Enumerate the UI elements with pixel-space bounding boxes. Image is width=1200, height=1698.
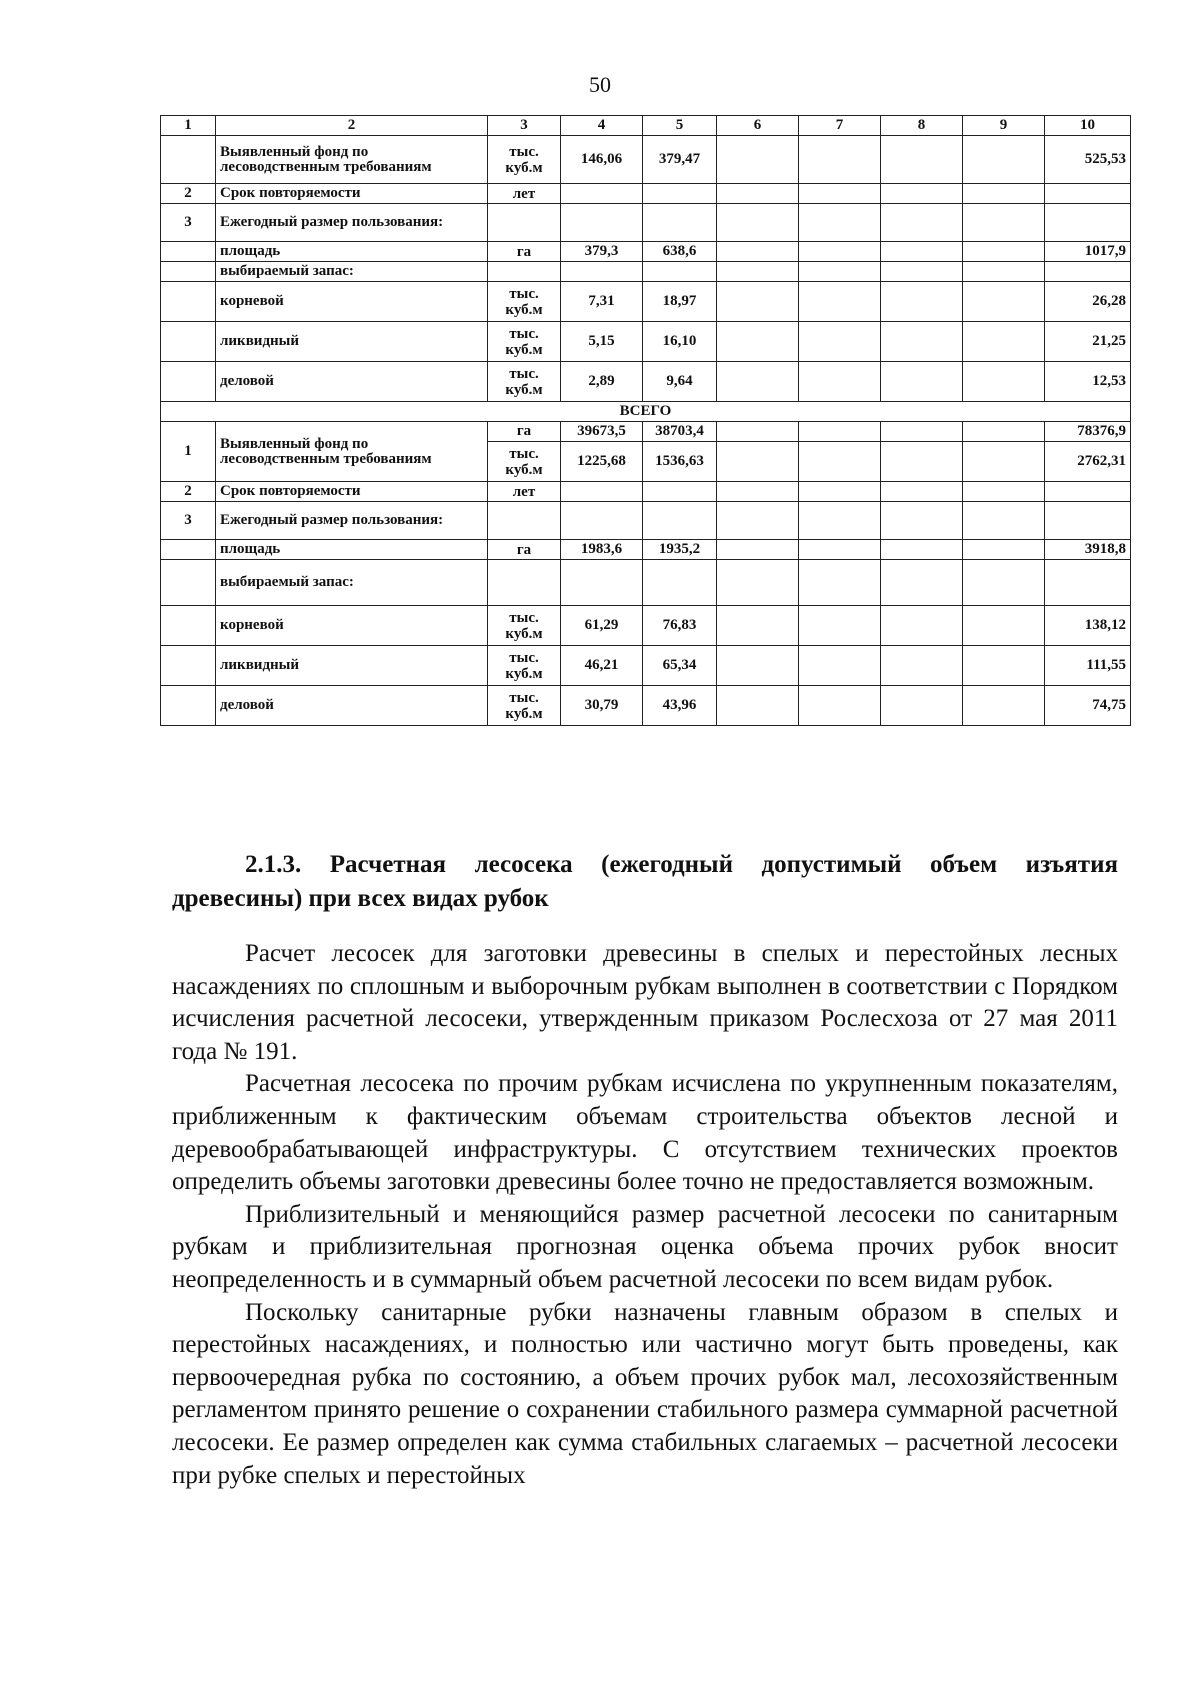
value-col4: 146,06 xyxy=(561,136,643,184)
value-col4: 2,89 xyxy=(561,362,643,402)
empty-cell xyxy=(963,262,1045,282)
value-col10: 12,53 xyxy=(1045,362,1131,402)
empty-cell xyxy=(963,442,1045,482)
value-col4: 30,79 xyxy=(561,686,643,726)
value-col10: 26,28 xyxy=(1045,282,1131,322)
value-col5: 65,34 xyxy=(643,646,717,686)
row-name: выбираемый запас: xyxy=(216,560,488,606)
row-number xyxy=(161,322,216,362)
empty-cell xyxy=(963,282,1045,322)
value-col5: 43,96 xyxy=(643,686,717,726)
table-row xyxy=(161,540,1131,560)
empty-cell xyxy=(881,422,963,442)
row-name: ликвидный xyxy=(216,322,488,362)
table-header-row xyxy=(161,116,1131,136)
empty-cell xyxy=(881,362,963,402)
value-col4: 7,31 xyxy=(561,282,643,322)
header-cell: 3 xyxy=(488,116,561,136)
empty-cell xyxy=(881,502,963,540)
page-number: 50 xyxy=(589,72,611,97)
empty-cell xyxy=(717,282,799,322)
value-col5: 76,83 xyxy=(643,606,717,646)
value-col5: 1935,2 xyxy=(643,540,717,560)
value-col4 xyxy=(561,482,643,502)
row-name: площадь xyxy=(216,242,488,262)
row-name: Срок повторяемости xyxy=(216,482,488,502)
header-cell: 1 xyxy=(161,116,216,136)
table-row xyxy=(161,242,1131,262)
value-col10 xyxy=(1045,560,1131,606)
table-row xyxy=(161,502,1131,540)
empty-cell xyxy=(799,322,881,362)
table-row xyxy=(161,184,1131,204)
value-col10: 2762,31 xyxy=(1045,442,1131,482)
value-col10: 21,25 xyxy=(1045,322,1131,362)
empty-cell xyxy=(963,540,1045,560)
empty-cell xyxy=(799,482,881,502)
value-col5 xyxy=(643,262,717,282)
empty-cell xyxy=(963,560,1045,606)
value-col4: 61,29 xyxy=(561,606,643,646)
row-unit: га xyxy=(488,422,561,442)
value-col4: 46,21 xyxy=(561,646,643,686)
row-name: ликвидный xyxy=(216,646,488,686)
row-unit xyxy=(488,502,561,540)
table-row xyxy=(161,322,1131,362)
table-row xyxy=(161,646,1131,686)
value-col4 xyxy=(561,502,643,540)
empty-cell xyxy=(717,136,799,184)
header-cell: 8 xyxy=(881,116,963,136)
empty-cell xyxy=(963,686,1045,726)
row-number xyxy=(161,560,216,606)
row-number: 3 xyxy=(161,502,216,540)
row-name: Выявленный фонд по лесоводственным требованиям xyxy=(216,136,488,184)
row-unit: га xyxy=(488,540,561,560)
empty-cell xyxy=(717,262,799,282)
row-number xyxy=(161,282,216,322)
value-col5 xyxy=(643,502,717,540)
table-row xyxy=(161,204,1131,242)
empty-cell xyxy=(881,322,963,362)
row-name: выбираемый запас: xyxy=(216,262,488,282)
table-row xyxy=(161,136,1131,184)
empty-cell xyxy=(881,136,963,184)
empty-cell xyxy=(963,362,1045,402)
row-number xyxy=(161,686,216,726)
table-row xyxy=(161,422,1131,442)
empty-cell xyxy=(799,136,881,184)
empty-cell xyxy=(881,262,963,282)
empty-cell xyxy=(963,606,1045,646)
empty-cell xyxy=(717,482,799,502)
row-unit: тыс. куб.м xyxy=(488,646,561,686)
header-cell: 2 xyxy=(216,116,488,136)
paragraph: Расчет лесосек для заготовки древесины в спелых и перестойных лесных насаждениях по сплошным и выборочным рубкам выполнен в соответствии с Порядком исчисления расчетной лесосеки, утвержденным приказом Рослесхоза от 27 мая 2011 года № 191. xyxy=(172,940,1118,1065)
empty-cell xyxy=(717,442,799,482)
empty-cell xyxy=(963,482,1045,502)
empty-cell xyxy=(717,184,799,204)
row-unit xyxy=(488,262,561,282)
empty-cell xyxy=(799,540,881,560)
header-cell: 10 xyxy=(1045,116,1131,136)
value-col4: 1225,68 xyxy=(561,442,643,482)
row-unit: лет xyxy=(488,184,561,204)
empty-cell xyxy=(799,262,881,282)
empty-cell xyxy=(799,184,881,204)
row-name: площадь xyxy=(216,540,488,560)
row-unit xyxy=(488,560,561,606)
empty-cell xyxy=(963,184,1045,204)
empty-cell xyxy=(717,686,799,726)
empty-cell xyxy=(717,362,799,402)
value-col4: 1983,6 xyxy=(561,540,643,560)
row-unit: га xyxy=(488,242,561,262)
empty-cell xyxy=(717,646,799,686)
empty-cell xyxy=(881,184,963,204)
value-col10: 138,12 xyxy=(1045,606,1131,646)
row-number: 2 xyxy=(161,184,216,204)
row-name: корневой xyxy=(216,606,488,646)
empty-cell xyxy=(881,242,963,262)
value-col4: 379,3 xyxy=(561,242,643,262)
empty-cell xyxy=(881,282,963,322)
row-unit: тыс. куб.м xyxy=(488,442,561,482)
value-col10 xyxy=(1045,184,1131,204)
row-number xyxy=(161,362,216,402)
empty-cell xyxy=(881,606,963,646)
empty-cell xyxy=(799,560,881,606)
table-row xyxy=(161,362,1131,402)
row-number xyxy=(161,242,216,262)
empty-cell xyxy=(799,282,881,322)
table-row xyxy=(161,262,1131,282)
value-col5: 9,64 xyxy=(643,362,717,402)
value-col5 xyxy=(643,204,717,242)
value-col4: 39673,5 xyxy=(561,422,643,442)
empty-cell xyxy=(881,540,963,560)
value-col5 xyxy=(643,560,717,606)
value-col10: 111,55 xyxy=(1045,646,1131,686)
row-name: корневой xyxy=(216,282,488,322)
row-name: Ежегодный размер пользования: xyxy=(216,204,488,242)
empty-cell xyxy=(799,362,881,402)
value-col4 xyxy=(561,204,643,242)
empty-cell xyxy=(717,422,799,442)
empty-cell xyxy=(717,204,799,242)
row-number xyxy=(161,540,216,560)
empty-cell xyxy=(881,560,963,606)
header-cell: 7 xyxy=(799,116,881,136)
empty-cell xyxy=(799,422,881,442)
row-unit: тыс. куб.м xyxy=(488,322,561,362)
table-row xyxy=(161,686,1131,726)
row-number: 1 xyxy=(161,422,216,482)
row-unit: тыс. куб.м xyxy=(488,282,561,322)
value-col4 xyxy=(561,184,643,204)
value-col10 xyxy=(1045,204,1131,242)
empty-cell xyxy=(963,422,1045,442)
empty-cell xyxy=(963,502,1045,540)
value-col5: 38703,4 xyxy=(643,422,717,442)
table-row xyxy=(161,482,1131,502)
value-col5: 18,97 xyxy=(643,282,717,322)
value-col10: 78376,9 xyxy=(1045,422,1131,442)
value-col10: 74,75 xyxy=(1045,686,1131,726)
forest-fund-table xyxy=(160,115,1131,726)
paragraph: Поскольку санитарные рубки назначены главным образом в спелых и перестойных насаждениях, и полностью или частично могут быть проведены, как первоочередная рубка по состоянию, а объем прочих рубок мал, лесохозяйственным регламентом принято решение о сохранении стабильного размера суммарной расчетной лесосеки. Ее размер определен как сумма стабильных слагаемых – расчетной лесосеки при рубке спелых и перестойных xyxy=(172,1298,1118,1489)
header-cell: 4 xyxy=(561,116,643,136)
row-number: 2 xyxy=(161,482,216,502)
empty-cell xyxy=(717,560,799,606)
row-unit: тыс. куб.м xyxy=(488,362,561,402)
value-col5: 379,47 xyxy=(643,136,717,184)
value-col4 xyxy=(561,262,643,282)
empty-cell xyxy=(881,686,963,726)
empty-cell xyxy=(963,204,1045,242)
row-number xyxy=(161,646,216,686)
row-unit: тыс. куб.м xyxy=(488,606,561,646)
value-col5 xyxy=(643,184,717,204)
value-col10: 1017,9 xyxy=(1045,242,1131,262)
empty-cell xyxy=(717,540,799,560)
empty-cell xyxy=(963,322,1045,362)
empty-cell xyxy=(881,204,963,242)
empty-cell xyxy=(717,322,799,362)
value-col4: 5,15 xyxy=(561,322,643,362)
row-number xyxy=(161,606,216,646)
value-col10 xyxy=(1045,262,1131,282)
paragraph: Расчетная лесосека по прочим рубкам исчислена по укрупненным показателям, приближенным к фактическим объемам строительства объектов лесной и деревообрабатывающей инфраструктуры. С отсутствием технических проектов определить объемы заготовки древесины более точно не предоставляется возможным. xyxy=(172,1070,1118,1196)
empty-cell xyxy=(963,136,1045,184)
empty-cell xyxy=(881,442,963,482)
row-unit: лет xyxy=(488,482,561,502)
value-col5 xyxy=(643,482,717,502)
empty-cell xyxy=(963,646,1045,686)
empty-cell xyxy=(963,242,1045,262)
empty-cell xyxy=(717,242,799,262)
header-cell: 6 xyxy=(717,116,799,136)
value-col5: 638,6 xyxy=(643,242,717,262)
empty-cell xyxy=(717,502,799,540)
empty-cell xyxy=(717,606,799,646)
row-name: деловой xyxy=(216,362,488,402)
paragraph: Приблизительный и меняющийся размер расчетной лесосеки по санитарным рубкам и приблизительная прогнозная оценка объема прочих рубок вносит неопределенность и в суммарный объем расчетной лесосеки по всем видам рубок. xyxy=(172,1200,1118,1293)
table-body xyxy=(161,116,1131,726)
table-row xyxy=(161,606,1131,646)
empty-cell xyxy=(799,686,881,726)
empty-cell xyxy=(799,606,881,646)
row-number xyxy=(161,136,216,184)
empty-cell xyxy=(881,646,963,686)
row-unit: тыс. куб.м xyxy=(488,136,561,184)
value-col5: 1536,63 xyxy=(643,442,717,482)
table-row xyxy=(161,282,1131,322)
empty-cell xyxy=(799,646,881,686)
row-name: Ежегодный размер пользования: xyxy=(216,502,488,540)
value-col10 xyxy=(1045,482,1131,502)
value-col10 xyxy=(1045,502,1131,540)
row-name: Срок повторяемости xyxy=(216,184,488,204)
header-cell: 5 xyxy=(643,116,717,136)
row-name: Выявленный фонд по лесоводственным требованиям xyxy=(216,422,488,482)
empty-cell xyxy=(799,502,881,540)
row-unit xyxy=(488,204,561,242)
empty-cell xyxy=(881,482,963,502)
empty-cell xyxy=(799,442,881,482)
value-col10: 525,53 xyxy=(1045,136,1131,184)
empty-cell xyxy=(799,204,881,242)
header-cell: 9 xyxy=(963,116,1045,136)
row-number xyxy=(161,262,216,282)
section-label: ВСЕГО xyxy=(161,402,1131,422)
value-col5: 16,10 xyxy=(643,322,717,362)
table-row xyxy=(161,560,1131,606)
section-row xyxy=(161,402,1131,422)
section-heading: 2.1.3. Расчетная лесосека (ежегодный допустимый объем изъятия древесины) при всех видах рубок xyxy=(172,851,1118,912)
row-number: 3 xyxy=(161,204,216,242)
value-col4 xyxy=(561,560,643,606)
empty-cell xyxy=(799,242,881,262)
body-text xyxy=(172,938,1118,1492)
row-name: деловой xyxy=(216,686,488,726)
value-col10: 3918,8 xyxy=(1045,540,1131,560)
row-unit: тыс. куб.м xyxy=(488,686,561,726)
